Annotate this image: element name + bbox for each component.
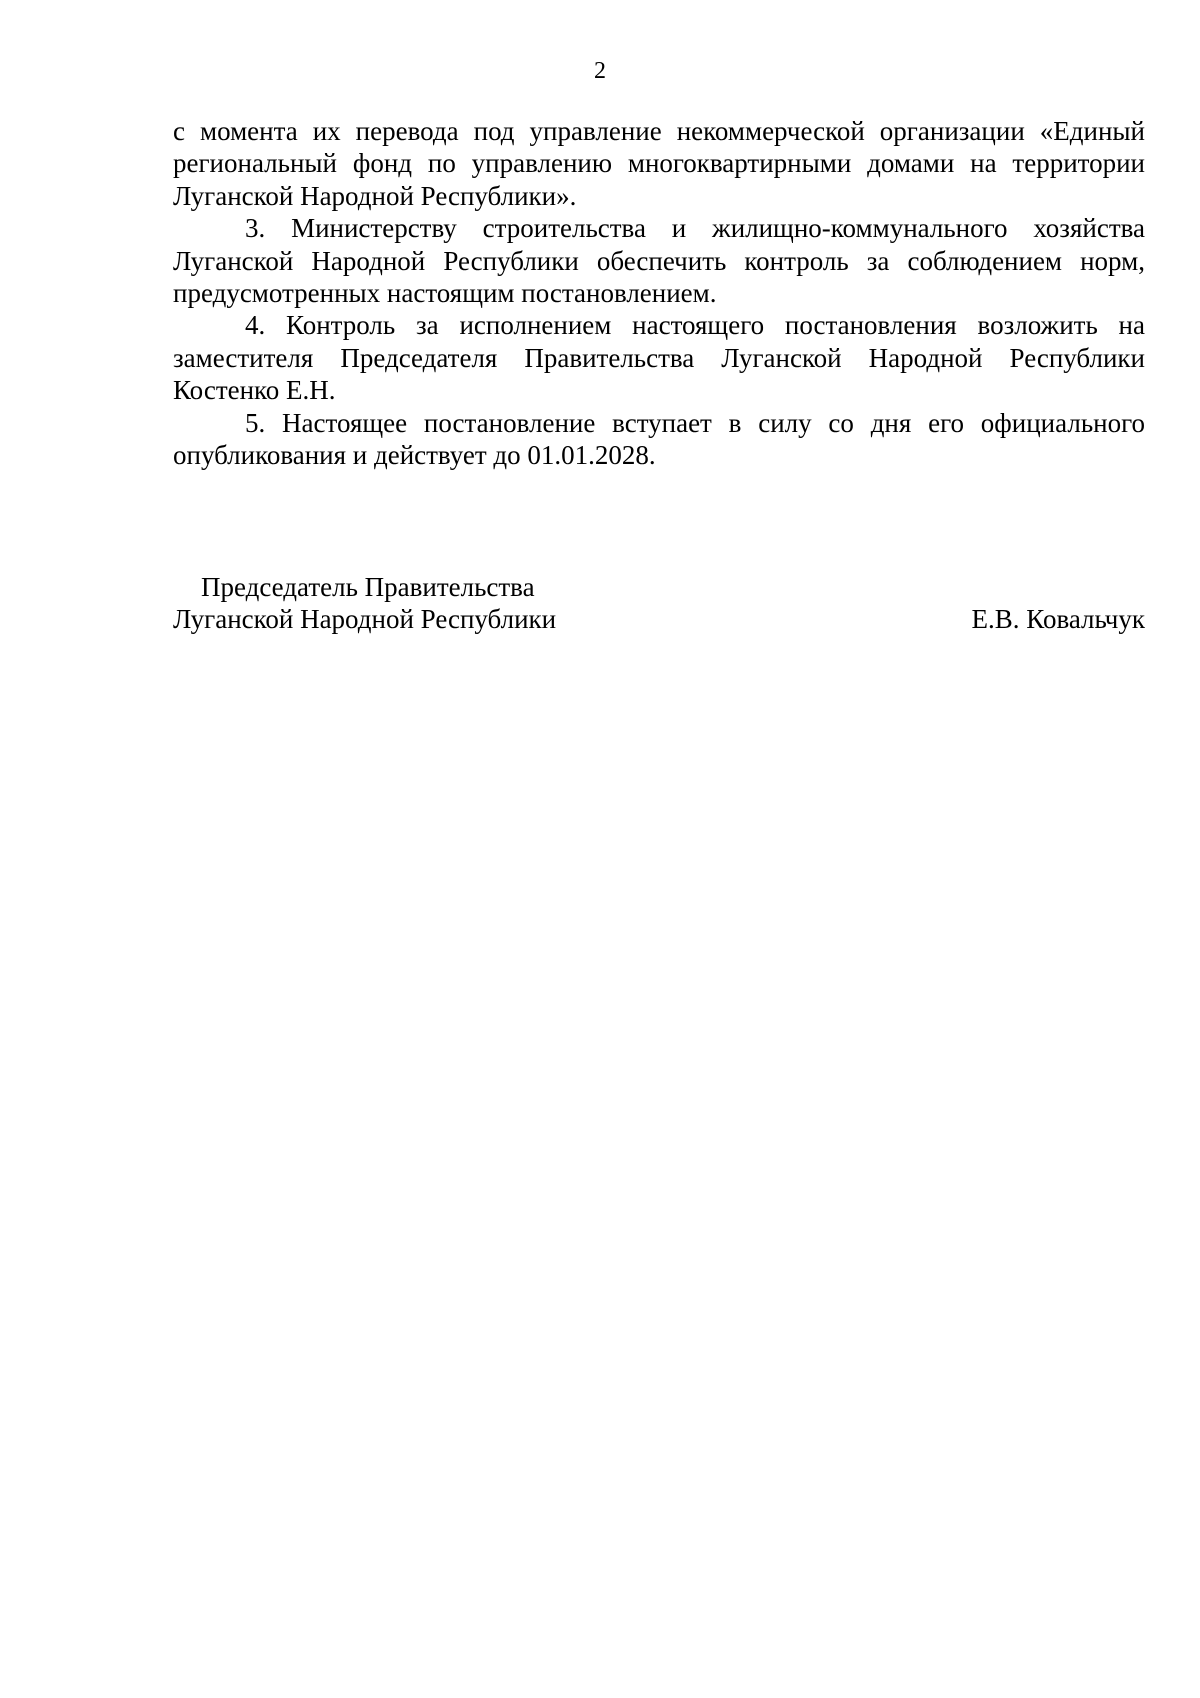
paragraph-continuation: с момента их перевода под управление некоммерческой организации «Единый региональный фонд по управлению многоквартирными домами на территории Луганской Народной Республики». — [173, 116, 1145, 211]
paragraph-item-3: 3. Министерству строительства и жилищно-коммунального хозяйства Луганской Народной Республики обеспечить контроль за соблюдением норм, предусмотренных настоящим постановлением. — [173, 213, 1145, 309]
signatory-name: Е.В. Ковальчук — [971, 604, 1145, 635]
page-number: 2 — [594, 58, 606, 84]
paragraph-item-4: 4. Контроль за исполнением настоящего постановления возложить на заместителя Председателя Правительства Луганской Народной Республики Костенко Е.Н. — [173, 310, 1145, 406]
signatory-position-line1: Председатель Правительства — [201, 572, 535, 602]
paragraph-item-5: 5. Настоящее постановление вступает в силу со дня его официального опубликования и действует до 01.01.2028. — [173, 407, 1145, 471]
signature-row — [173, 603, 1145, 635]
signature-block — [173, 571, 1145, 636]
document-body — [173, 115, 1145, 471]
signatory-position-line2: Луганской Народной Республики — [173, 604, 557, 635]
